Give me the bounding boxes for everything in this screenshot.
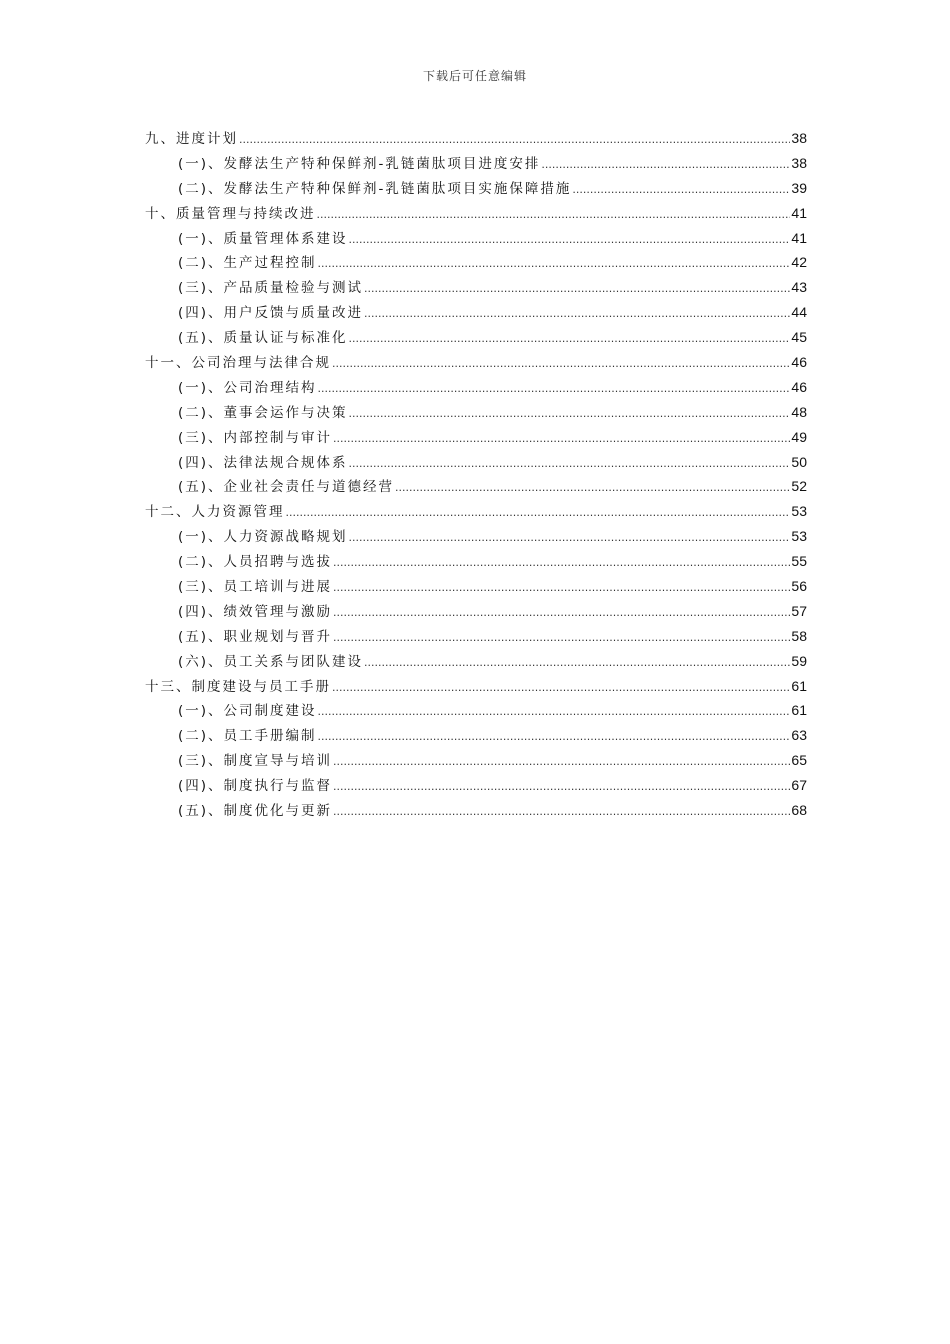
toc-section-entry[interactable] bbox=[145, 300, 807, 325]
toc-dot-leader bbox=[333, 576, 790, 601]
toc-dot-leader bbox=[318, 377, 791, 402]
toc-dot-leader bbox=[349, 452, 791, 477]
toc-entry-title: 十三、制度建设与员工手册 bbox=[145, 678, 331, 695]
toc-page-number: 43 bbox=[791, 279, 807, 296]
toc-page-number: 41 bbox=[791, 204, 807, 221]
toc-dot-leader bbox=[364, 277, 790, 302]
toc-entry-title: (二)、董事会运作与决策 bbox=[178, 404, 348, 421]
toc-dot-leader bbox=[333, 750, 790, 775]
table-of-contents bbox=[145, 126, 807, 823]
toc-entry-title: (四)、制度执行与监督 bbox=[178, 778, 333, 795]
toc-entry-title: (四)、用户反馈与质量改进 bbox=[178, 305, 364, 322]
toc-section-entry[interactable] bbox=[145, 723, 807, 748]
toc-entry-title: (二)、人员招聘与选拔 bbox=[178, 554, 333, 571]
toc-chapter-entry[interactable] bbox=[145, 201, 807, 226]
toc-section-entry[interactable] bbox=[145, 624, 807, 649]
toc-dot-leader bbox=[286, 501, 791, 526]
toc-entry-title: (二)、生产过程控制 bbox=[178, 255, 317, 272]
toc-dot-leader bbox=[364, 302, 790, 327]
toc-dot-leader bbox=[333, 601, 790, 626]
toc-entry-title: (三)、产品质量检验与测试 bbox=[178, 280, 364, 297]
toc-section-entry[interactable] bbox=[145, 325, 807, 350]
toc-dot-leader bbox=[395, 476, 790, 501]
toc-entry-title: (一)、发酵法生产特种保鲜剂-乳链菌肽项目进度安排 bbox=[178, 155, 541, 172]
toc-section-entry[interactable] bbox=[145, 250, 807, 275]
toc-page-number: 57 bbox=[791, 602, 807, 619]
toc-page-number: 50 bbox=[791, 453, 807, 470]
toc-page-number: 59 bbox=[791, 652, 807, 669]
toc-page-number: 52 bbox=[791, 478, 807, 495]
toc-entry-title: (三)、内部控制与审计 bbox=[178, 429, 333, 446]
toc-dot-leader bbox=[318, 725, 791, 750]
toc-entry-title: (一)、公司治理结构 bbox=[178, 379, 317, 396]
toc-dot-leader bbox=[349, 327, 791, 352]
toc-chapter-entry[interactable] bbox=[145, 674, 807, 699]
toc-section-entry[interactable] bbox=[145, 599, 807, 624]
toc-page-number: 63 bbox=[791, 727, 807, 744]
toc-page-number: 39 bbox=[791, 179, 807, 196]
toc-dot-leader bbox=[333, 427, 790, 452]
toc-section-entry[interactable] bbox=[145, 275, 807, 300]
toc-entry-title: 十一、公司治理与法律合规 bbox=[145, 355, 331, 372]
toc-section-entry[interactable] bbox=[145, 798, 807, 823]
toc-section-entry[interactable] bbox=[145, 773, 807, 798]
toc-section-entry[interactable] bbox=[145, 698, 807, 723]
toc-section-entry[interactable] bbox=[145, 176, 807, 201]
toc-entry-title: 十、质量管理与持续改进 bbox=[145, 205, 316, 222]
toc-dot-leader bbox=[332, 352, 790, 377]
toc-section-entry[interactable] bbox=[145, 226, 807, 251]
toc-section-entry[interactable] bbox=[145, 549, 807, 574]
toc-section-entry[interactable] bbox=[145, 474, 807, 499]
toc-page-number: 58 bbox=[791, 627, 807, 644]
toc-entry-title: (一)、人力资源战略规划 bbox=[178, 529, 348, 546]
toc-page-number: 55 bbox=[791, 553, 807, 570]
toc-dot-leader bbox=[349, 526, 791, 551]
toc-page-number: 61 bbox=[791, 677, 807, 694]
toc-section-entry[interactable] bbox=[145, 450, 807, 475]
toc-section-entry[interactable] bbox=[145, 151, 807, 176]
toc-page-number: 45 bbox=[791, 329, 807, 346]
toc-entry-title: (六)、员工关系与团队建设 bbox=[178, 653, 364, 670]
toc-dot-leader bbox=[333, 551, 790, 576]
toc-dot-leader bbox=[333, 800, 790, 825]
toc-page-number: 46 bbox=[791, 354, 807, 371]
toc-entry-title: (五)、质量认证与标准化 bbox=[178, 330, 348, 347]
toc-chapter-entry[interactable] bbox=[145, 350, 807, 375]
toc-entry-title: (三)、制度宣导与培训 bbox=[178, 753, 333, 770]
toc-entry-title: 十二、人力资源管理 bbox=[145, 504, 285, 521]
toc-section-entry[interactable] bbox=[145, 524, 807, 549]
toc-section-entry[interactable] bbox=[145, 425, 807, 450]
toc-page-number: 49 bbox=[791, 428, 807, 445]
toc-dot-leader bbox=[318, 252, 791, 277]
toc-page-number: 41 bbox=[791, 229, 807, 246]
toc-page-number: 38 bbox=[791, 154, 807, 171]
toc-section-entry[interactable] bbox=[145, 574, 807, 599]
toc-page-number: 65 bbox=[791, 752, 807, 769]
page-header: 下载后可任意编辑 bbox=[422, 69, 527, 83]
toc-entry-title: (一)、质量管理体系建设 bbox=[178, 230, 348, 247]
toc-dot-leader bbox=[349, 402, 791, 427]
toc-dot-leader bbox=[239, 128, 790, 153]
toc-page-number: 53 bbox=[791, 503, 807, 520]
toc-page-number: 53 bbox=[791, 528, 807, 545]
toc-entry-title: 九、进度计划 bbox=[145, 131, 238, 147]
toc-dot-leader bbox=[318, 700, 791, 725]
toc-entry-title: (五)、职业规划与晋升 bbox=[178, 628, 333, 645]
toc-page-number: 56 bbox=[791, 578, 807, 595]
toc-page-number: 46 bbox=[791, 378, 807, 395]
toc-page-number: 44 bbox=[791, 304, 807, 321]
toc-section-entry[interactable] bbox=[145, 400, 807, 425]
toc-chapter-entry[interactable] bbox=[145, 126, 807, 151]
toc-section-entry[interactable] bbox=[145, 649, 807, 674]
toc-dot-leader bbox=[349, 228, 791, 253]
toc-entry-title: (二)、发酵法生产特种保鲜剂-乳链菌肽项目实施保障措施 bbox=[178, 180, 572, 197]
toc-page-number: 38 bbox=[791, 130, 807, 146]
toc-page-number: 61 bbox=[791, 702, 807, 719]
toc-page-number: 67 bbox=[791, 777, 807, 794]
toc-page-number: 48 bbox=[791, 403, 807, 420]
toc-dot-leader bbox=[333, 775, 790, 800]
toc-dot-leader bbox=[364, 651, 790, 676]
toc-section-entry[interactable] bbox=[145, 748, 807, 773]
toc-dot-leader bbox=[333, 626, 790, 651]
toc-page-number: 42 bbox=[791, 254, 807, 271]
toc-dot-leader bbox=[317, 203, 791, 228]
toc-entry-title: (三)、员工培训与进展 bbox=[178, 579, 333, 596]
toc-dot-leader bbox=[572, 178, 790, 203]
toc-entry-title: (二)、员工手册编制 bbox=[178, 728, 317, 745]
toc-dot-leader bbox=[332, 676, 790, 701]
toc-chapter-entry[interactable] bbox=[145, 499, 807, 524]
toc-entry-title: (五)、制度优化与更新 bbox=[178, 803, 333, 820]
toc-entry-title: (四)、法律法规合规体系 bbox=[178, 454, 348, 471]
toc-page-number: 68 bbox=[791, 802, 807, 819]
toc-entry-title: (四)、绩效管理与激励 bbox=[178, 603, 333, 620]
toc-section-entry[interactable] bbox=[145, 375, 807, 400]
toc-dot-leader bbox=[541, 153, 790, 178]
toc-entry-title: (一)、公司制度建设 bbox=[178, 703, 317, 720]
toc-entry-title: (五)、企业社会责任与道德经营 bbox=[178, 479, 395, 496]
